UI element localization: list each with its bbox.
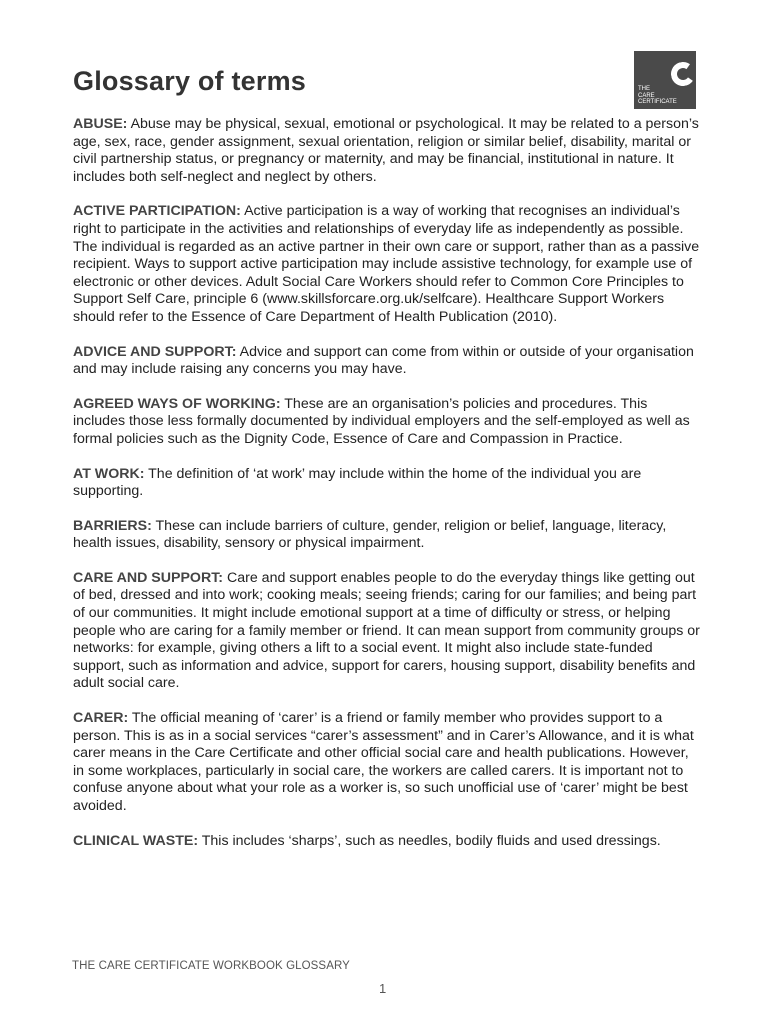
glossary-definition: The definition of ‘at work’ may include within the home of the individual you are supporting. — [73, 465, 642, 500]
logo-text-line3: CERTIFICATE — [638, 99, 677, 105]
glossary-term: ADVICE AND SUPPORT: — [73, 343, 237, 360]
page-footer: THE CARE CERTIFICATE WORKBOOK GLOSSARY — [72, 960, 350, 972]
page-number: 1 — [379, 981, 387, 996]
glossary-entry-carer — [73, 710, 703, 816]
glossary-entry-care-and-support — [73, 570, 703, 693]
glossary-term: CARE AND SUPPORT: — [73, 569, 224, 586]
glossary-definition: These can include barriers of culture, gender, religion or belief, language, literacy, health issues, disability, sensory or physical impairment. — [73, 517, 667, 552]
glossary-entry-clinical-waste — [73, 833, 703, 851]
glossary-term: CARER: — [73, 710, 129, 727]
page-title: Glossary of terms — [73, 66, 306, 96]
glossary-term: AT WORK: — [73, 465, 145, 482]
glossary-definition: Active participation is a way of working that recognises an individual’s right to participate in the activities and relationships of everyday life as independently as possible. The individual is regarded as an active partner in their own care or support, rather than as a passive recipient. Ways to support active participation may include assistive technology, for example use of electronic or other devices. Adult Social Care Workers should refer to Common Core Principles to Support Self Care, principle 6 (www.skillsforcare.org.uk/selfcare). Healthcare Support Workers should refer to the Essence of Care Department of Health Publication (2010). — [73, 203, 700, 325]
glossary-list — [73, 116, 703, 867]
glossary-entry-at-work — [73, 466, 703, 501]
glossary-term: CLINICAL WASTE: — [73, 832, 199, 849]
logo-text-line2: CARE — [638, 92, 655, 99]
glossary-entry-agreed-ways-of-working — [73, 396, 703, 449]
glossary-definition: The official meaning of ‘carer’ is a friend or family member who provides support to a person. This is as in a social services “carer’s assessment” and in Carer’s Allowance, and it is what carer means in the Care Certificate and other official social care and health publications. However, in some workplaces, particularly in social care, the workers are called carers. It is important not to confuse anyone about what your role as a worker is, so such unofficial use of ‘carer’ might be best avoided. — [73, 710, 694, 814]
glossary-entry-barriers — [73, 518, 703, 553]
logo-text-line1: THE — [638, 86, 650, 92]
glossary-definition: These are an organisation’s policies and procedures. This includes those less formally documented by individual employers and the self-employed as well as formal policies such as the Dignity Code, Essence of Care and Compassion in Practice. — [73, 395, 690, 447]
glossary-definition: Advice and support can come from within or outside of your organisation and may include raising any concerns you may have. — [73, 343, 694, 378]
glossary-definition: Care and support enables people to do the everyday things like getting out of bed, dressed and into work; cooking meals; seeing friends; caring for our families; and being part of our communities. It might include emotional support at a time of difficulty or stress, or helping people who are caring for a family member or friend. It can mean support from community groups or networks: for example, giving others a lift to a social event. It might also include state-funded support, such as information and advice, support for carers, housing support, disability benefits and adult social care. — [73, 569, 700, 692]
glossary-definition: This includes ‘sharps’, such as needles, bodily fluids and used dressings. — [201, 832, 661, 849]
c-ring-icon — [669, 60, 696, 88]
glossary-entry-abuse — [73, 116, 703, 186]
care-certificate-logo — [634, 51, 696, 109]
glossary-entry-active-participation — [73, 203, 703, 326]
glossary-entry-advice-and-support — [73, 344, 703, 379]
glossary-term: BARRIERS: — [73, 517, 152, 534]
glossary-definition: Abuse may be physical, sexual, emotional or psychological. It may be related to a person’s age, sex, race, gender assignment, sexual orientation, religion or similar belief, disability, marital or civil partnership status, or pregnancy or maternity, and may be financial, institutional in nature. It includes both self-neglect and neglect by others. — [73, 116, 699, 185]
glossary-term: AGREED WAYS OF WORKING: — [73, 395, 281, 412]
glossary-term: ACTIVE PARTICIPATION: — [73, 203, 241, 220]
glossary-term: ABUSE: — [73, 116, 128, 132]
logo-text — [638, 86, 677, 106]
